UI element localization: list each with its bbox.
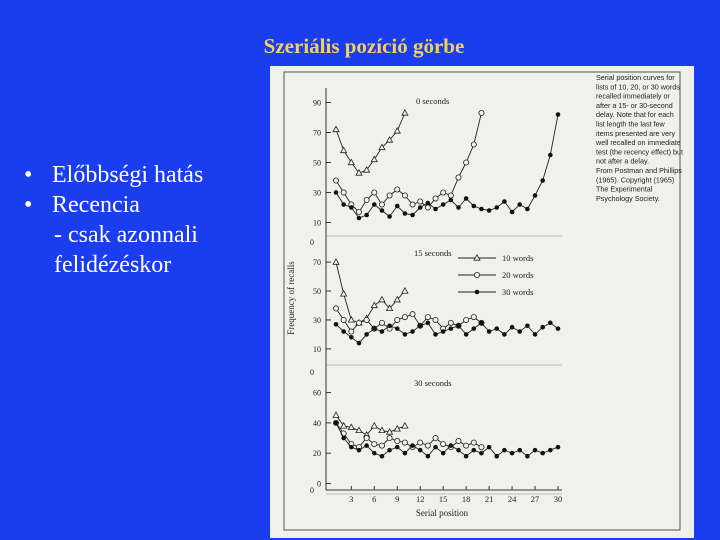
open-circle-marker xyxy=(441,441,446,446)
open-circle-marker xyxy=(372,190,377,195)
legend-label: 20 words xyxy=(502,270,534,280)
filled-circle-marker xyxy=(334,421,339,426)
filled-circle-marker xyxy=(410,443,415,448)
filled-circle-marker xyxy=(494,205,499,210)
filled-circle-marker xyxy=(403,211,408,216)
filled-circle-marker xyxy=(548,448,553,453)
filled-circle-marker xyxy=(502,332,507,337)
chart-panel xyxy=(313,378,562,494)
filled-circle-marker xyxy=(456,205,461,210)
caption-line: From Postman and Phillips xyxy=(596,166,682,175)
triangle-marker xyxy=(379,297,385,302)
filled-circle-marker xyxy=(471,326,476,331)
filled-circle-marker xyxy=(418,205,423,210)
x-tick-label: 18 xyxy=(461,494,471,504)
filled-circle-marker xyxy=(357,448,362,453)
series-line xyxy=(336,113,405,173)
panel-label: 15 seconds xyxy=(414,248,452,258)
filled-circle-marker xyxy=(426,201,431,206)
filled-circle-marker xyxy=(433,445,438,450)
open-circle-marker xyxy=(402,314,407,319)
filled-circle-marker xyxy=(441,329,446,334)
triangle-marker xyxy=(348,317,354,322)
filled-circle-marker xyxy=(357,341,362,346)
open-circle-marker xyxy=(425,314,430,319)
open-circle-marker xyxy=(456,438,461,443)
slide-title: Szeriális pozíció görbe xyxy=(263,34,465,58)
triangle-marker xyxy=(379,427,385,432)
serial-position-figure xyxy=(270,66,694,538)
open-circle-marker xyxy=(464,317,469,322)
caption-line: delay. Note that for each xyxy=(596,110,674,120)
sub-bullet-line: felidézéskor xyxy=(54,252,172,278)
legend-label: 10 words xyxy=(502,253,534,263)
open-circle-marker xyxy=(356,320,361,325)
triangle-marker xyxy=(333,412,339,417)
filled-circle-marker xyxy=(449,443,454,448)
caption-line: items presented are very xyxy=(596,128,676,138)
filled-circle-marker xyxy=(372,326,377,331)
y-tick-label: 30 xyxy=(313,188,321,198)
open-circle-marker xyxy=(471,142,476,147)
open-circle-marker xyxy=(356,209,361,214)
filled-circle-marker xyxy=(418,448,423,453)
filled-circle-marker xyxy=(548,153,553,158)
series-line xyxy=(336,415,405,435)
filled-circle-marker xyxy=(464,196,469,201)
filled-circle-marker xyxy=(349,445,354,450)
open-circle-marker xyxy=(379,202,384,207)
caption-line: The Experimental xyxy=(596,184,653,194)
filled-circle-marker xyxy=(540,325,545,330)
filled-circle-marker xyxy=(372,202,377,207)
filled-circle-marker xyxy=(533,193,538,198)
filled-circle-marker xyxy=(510,210,515,215)
triangle-marker xyxy=(341,147,347,152)
filled-circle-marker xyxy=(410,329,415,334)
x-tick-label: 9 xyxy=(395,494,400,504)
caption-line: lists of 10, 20, or 30 words xyxy=(596,82,680,92)
filled-circle-marker xyxy=(556,326,561,331)
filled-circle-marker xyxy=(494,326,499,331)
open-circle-marker xyxy=(471,440,476,445)
filled-circle-marker xyxy=(456,323,461,328)
open-circle-marker xyxy=(379,320,384,325)
open-circle-marker xyxy=(364,197,369,202)
open-circle-marker xyxy=(395,317,400,322)
series-line xyxy=(336,262,405,323)
filled-circle-marker xyxy=(471,448,476,453)
open-circle-marker xyxy=(425,205,430,210)
filled-circle-marker xyxy=(387,448,392,453)
open-circle-marker xyxy=(402,193,407,198)
x-tick-label: 6 xyxy=(372,494,377,504)
filled-circle-marker xyxy=(540,451,545,456)
open-circle-marker xyxy=(418,199,423,204)
caption-line: well recalled on immediate xyxy=(596,138,681,148)
filled-circle-marker xyxy=(433,332,438,337)
triangle-marker xyxy=(402,110,408,115)
y-axis-title: Frequency of recalls xyxy=(286,261,296,335)
triangle-marker xyxy=(402,423,408,428)
x-origin-label: 0 xyxy=(310,486,314,495)
open-circle-marker xyxy=(402,440,407,445)
open-circle-marker xyxy=(341,317,346,322)
y-tick-label: 50 xyxy=(313,158,321,168)
filled-circle-marker xyxy=(464,332,469,337)
open-circle-marker xyxy=(418,440,423,445)
open-circle-marker xyxy=(464,160,469,165)
filled-circle-marker xyxy=(349,205,354,210)
open-circle-marker xyxy=(433,435,438,440)
open-circle-marker xyxy=(433,317,438,322)
y-tick-label: 90 xyxy=(313,98,321,108)
filled-circle-marker xyxy=(510,325,515,330)
y-tick-label: 70 xyxy=(313,128,321,138)
filled-circle-marker xyxy=(380,208,385,213)
open-circle-marker xyxy=(479,110,484,115)
y-tick-label: 0 xyxy=(317,479,321,489)
legend-label: 30 words xyxy=(502,287,534,297)
bullet-text: Recencia xyxy=(52,192,140,218)
open-circle-marker xyxy=(441,190,446,195)
filled-circle-marker xyxy=(364,332,369,337)
y-tick-label: 20 xyxy=(313,449,321,459)
filled-circle-marker xyxy=(556,445,561,450)
open-circle-marker xyxy=(425,443,430,448)
filled-circle-marker xyxy=(341,329,346,334)
caption-line: list length the last few xyxy=(596,119,665,129)
filled-circle-marker xyxy=(380,454,385,459)
filled-circle-marker xyxy=(517,329,522,334)
panel-label: 0 seconds xyxy=(416,96,450,106)
filled-circle-marker xyxy=(479,321,484,326)
triangle-marker xyxy=(394,128,400,133)
filled-circle-marker xyxy=(395,445,400,450)
filled-circle-marker xyxy=(372,451,377,456)
x-tick-label: 21 xyxy=(484,494,494,504)
filled-circle-marker xyxy=(487,329,492,334)
y-tick-label: 10 xyxy=(313,218,321,228)
filled-circle-marker xyxy=(441,451,446,456)
panel-zero-label: 0 xyxy=(310,238,314,247)
filled-circle-marker xyxy=(426,321,431,326)
filled-circle-marker xyxy=(387,323,392,328)
chart-legend xyxy=(458,253,533,297)
filled-circle-marker xyxy=(525,454,530,459)
triangle-marker xyxy=(333,259,339,264)
sub-bullet-line: - csak azonnali xyxy=(54,222,198,248)
caption-line: Serial position curves for xyxy=(596,73,675,82)
triangle-marker xyxy=(371,423,377,428)
caption-line: after a 15- or 30-second xyxy=(596,100,673,110)
x-tick-label: 30 xyxy=(553,494,563,504)
bullet-glyph: • xyxy=(24,192,33,218)
caption-line: recalled immediately or xyxy=(596,91,670,101)
triangle-marker xyxy=(371,302,377,307)
x-axis-title: Serial position xyxy=(415,508,469,518)
filled-circle-marker xyxy=(479,207,484,212)
triangle-marker xyxy=(474,255,480,260)
filled-circle-marker xyxy=(540,178,545,183)
filled-circle-marker xyxy=(517,202,522,207)
open-circle-marker xyxy=(341,190,346,195)
filled-circle-marker xyxy=(395,204,400,209)
filled-circle-marker xyxy=(556,112,561,117)
filled-circle-marker xyxy=(395,326,400,331)
open-circle-marker xyxy=(456,175,461,180)
open-circle-marker xyxy=(379,443,384,448)
filled-circle-marker xyxy=(525,207,530,212)
filled-circle-marker xyxy=(364,443,369,448)
x-tick-label: 24 xyxy=(507,494,517,504)
open-circle-marker xyxy=(448,320,453,325)
bullet-item-recency xyxy=(24,190,274,220)
figure-caption xyxy=(595,73,683,203)
y-tick-label: 60 xyxy=(313,388,321,398)
series-line xyxy=(336,423,558,456)
filled-circle-marker xyxy=(548,321,553,326)
y-tick-label: 50 xyxy=(313,287,321,297)
bullet-list xyxy=(24,160,274,280)
caption-line: (1965). Copyright (1965) xyxy=(596,175,675,185)
filled-circle-marker xyxy=(341,436,346,441)
chart-panel xyxy=(313,96,562,236)
filled-circle-marker xyxy=(349,335,354,340)
filled-circle-marker xyxy=(441,202,446,207)
open-circle-marker xyxy=(433,196,438,201)
filled-circle-marker xyxy=(387,214,392,219)
triangle-marker xyxy=(402,288,408,293)
open-circle-marker xyxy=(333,306,338,311)
x-axis xyxy=(310,486,562,518)
open-circle-marker xyxy=(410,312,415,317)
x-tick-label: 12 xyxy=(415,494,425,504)
chart-panel xyxy=(313,248,562,365)
filled-circle-marker xyxy=(357,216,362,221)
y-tick-label: 70 xyxy=(313,258,321,268)
filled-circle-marker xyxy=(418,323,423,328)
filled-circle-marker xyxy=(403,332,408,337)
x-tick-label: 27 xyxy=(530,494,540,504)
open-circle-marker xyxy=(387,193,392,198)
open-circle-marker xyxy=(364,435,369,440)
open-circle-marker xyxy=(395,187,400,192)
filled-circle-marker xyxy=(449,326,454,331)
filled-circle-marker xyxy=(517,448,522,453)
open-circle-marker xyxy=(448,193,453,198)
filled-circle-marker xyxy=(533,448,538,453)
filled-circle-marker xyxy=(380,329,385,334)
open-circle-marker xyxy=(364,317,369,322)
filled-circle-marker xyxy=(471,204,476,209)
open-circle-marker xyxy=(372,441,377,446)
open-circle-marker xyxy=(410,202,415,207)
open-circle-marker xyxy=(464,443,469,448)
open-circle-marker xyxy=(387,435,392,440)
filled-circle-marker xyxy=(475,290,480,295)
filled-circle-marker xyxy=(487,208,492,213)
x-tick-label: 3 xyxy=(349,494,354,504)
filled-circle-marker xyxy=(334,322,339,327)
x-tick-label: 15 xyxy=(438,494,448,504)
triangle-marker xyxy=(348,159,354,164)
y-tick-label: 30 xyxy=(313,315,321,325)
open-circle-marker xyxy=(349,329,354,334)
filled-circle-marker xyxy=(410,213,415,218)
open-circle-marker xyxy=(395,438,400,443)
open-circle-marker xyxy=(471,314,476,319)
filled-circle-marker xyxy=(426,454,431,459)
serial-position-chart xyxy=(270,66,694,538)
caption-line: Psychology Society. xyxy=(596,193,660,203)
open-circle-marker xyxy=(474,272,479,277)
filled-circle-marker xyxy=(449,198,454,203)
y-tick-label: 40 xyxy=(313,418,321,428)
filled-circle-marker xyxy=(464,454,469,459)
y-tick-label: 10 xyxy=(313,344,321,354)
panel-label: 30 seconds xyxy=(414,378,452,388)
panel-zero-label: 0 xyxy=(310,368,314,377)
filled-circle-marker xyxy=(433,207,438,212)
series-line xyxy=(336,113,481,212)
open-circle-marker xyxy=(333,178,338,183)
filled-circle-marker xyxy=(494,454,499,459)
filled-circle-marker xyxy=(334,190,339,195)
open-circle-marker xyxy=(479,445,484,450)
bullet-text: Előbbségi hatás xyxy=(52,162,204,188)
filled-circle-marker xyxy=(341,202,346,207)
caption-line: not after a delay. xyxy=(596,156,650,166)
filled-circle-marker xyxy=(479,451,484,456)
filled-circle-marker xyxy=(525,323,530,328)
triangle-marker xyxy=(371,156,377,161)
filled-circle-marker xyxy=(502,199,507,204)
filled-circle-marker xyxy=(364,213,369,218)
filled-circle-marker xyxy=(510,451,515,456)
filled-circle-marker xyxy=(502,448,507,453)
filled-circle-marker xyxy=(533,332,538,337)
caption-line: test (the recency effect) but xyxy=(596,147,683,157)
filled-circle-marker xyxy=(487,445,492,450)
filled-circle-marker xyxy=(456,448,461,453)
filled-circle-marker xyxy=(403,451,408,456)
bullet-glyph: • xyxy=(24,162,33,188)
bullet-item-primacy xyxy=(24,160,274,190)
triangle-marker xyxy=(341,291,347,296)
triangle-marker xyxy=(333,126,339,131)
